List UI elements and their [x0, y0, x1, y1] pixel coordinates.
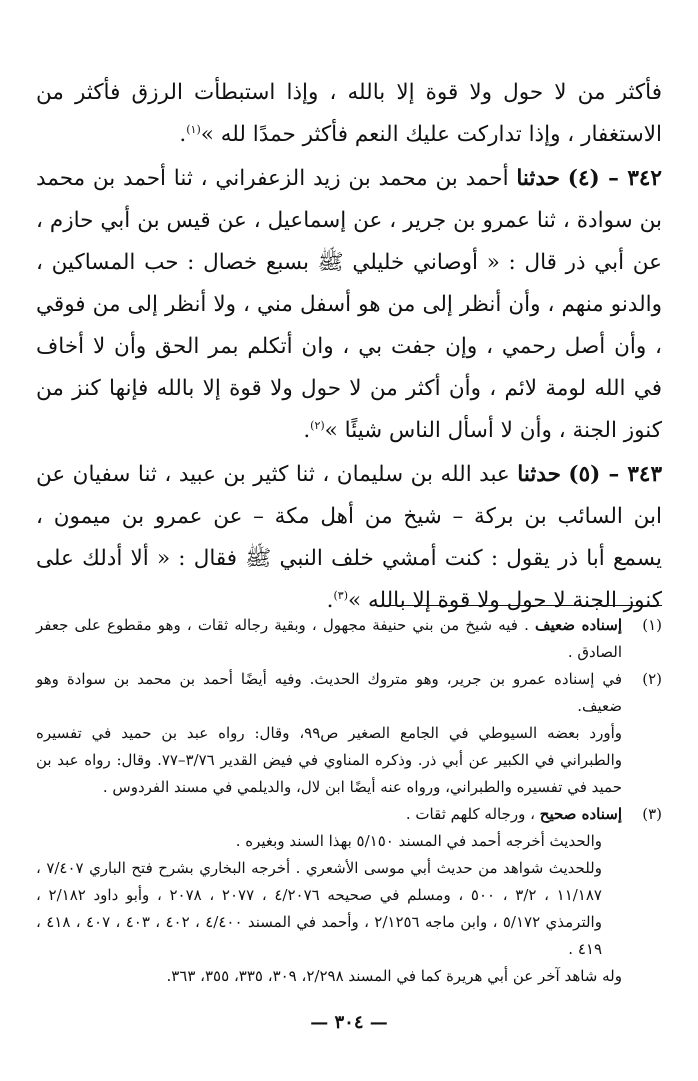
- footnote-divider: [386, 605, 662, 606]
- hadith-text: أحمد بن محمد بن زيد الزعفراني ، ثنا أحمد بن محمد بن سوادة ، ثنا عمرو بن جرير ، عن إسماعيل ، عن قيس بن أبي حازم ، عن أبي ذر قال : « أوصاني خليلي ﷺ بسبع خصال : حب المساكين ، والدنو منهم ، وأن أنظر إلى من هو أسفل مني ، ولا أنظر إلى من فوقي ، وأن أصل رحمي ، وإن جفت بي ، وان أتكلم بمر الحق وأن لا أخاف في الله لومة لائم ، وأن أكثر من لا حول ولا قوة إلا بالله فإنها كنز من كنوز الجنة ، وأن لا أسأل الناس شيئًا »: [36, 166, 662, 443]
- footnote-body: [36, 801, 622, 828]
- footnote-line: وله شاهد آخر عن أبي هريرة كما في المسند ٢/٢٩٨، ٣٠٩، ٣٣٥، ٣٥٥، ٣٦٣.: [166, 967, 622, 985]
- footnote-ref: (٢): [310, 418, 325, 432]
- main-text: [36, 72, 662, 622]
- hadith-343: [36, 454, 662, 622]
- footnote-line: وأورد بعضه السيوطي في الجامع الصغير ص٩٩، وقال: رواه عبد بن حميد في تفسيره والطبراني في الكبير عن أبي ذر. وذكره المناوي في فيض القدير ٣/٧٦–٧٧. وقال: رواه عبد بن حميد في تفسيره والطبراني، ورواه عنه أيضًا ابن لال، والديلمي في مسند الفردوس .: [36, 724, 623, 796]
- footnote-text: ، ورجاله كلهم ثقات .: [405, 805, 535, 823]
- footnote-body: [36, 612, 622, 666]
- hadith-number: ٣٤٢ – (٤): [567, 166, 662, 191]
- hadith-text: عبد الله بن سليمان ، ثنا كثير بن عبيد ، ثنا سفيان عن ابن السائب بن بركة – شيخ من أهل مكة – عن عمرو بن ميمون ، يسمع أبا ذر يقول : كنت أمشي خلف النبي ﷺ فقال : « ألا أدلك على كنوز الجنة لا حول ولا قوة إلا بالله »: [36, 462, 662, 613]
- footnote-lead: إسناده صحيح: [539, 805, 622, 823]
- footnote-line: وللحديث شواهد من حديث أبي موسى الأشعري . أخرجه البخاري بشرح فتح الباري ٧/٤٠٧ ، ١١/١٨٧ ، ٣/٢ ، ٥٠٠ ، ومسلم في صحيحه ٤/٢٠٧٦ ، ٢٠٧٧ ، ٢٠٧٨ ، وأبو داود ٢/١٨٢ ، والترمذي ٥/١٧٢ ، وابن ماجه ٢/١٢٥٦ ، وأحمد في المسند ٤/٤٠٠ ، ٤٠٢ ، ٤٠٣ ، ٤٠٧ ، ٤١٨ ، ٤١٩ .: [36, 859, 602, 958]
- hadith-lead: حدثنا: [516, 166, 560, 191]
- paragraph-text: فأكثر من لا حول ولا قوة إلا بالله ، وإذا استبطأت الرزق فأكثر من الاستغفار ، وإذا تداركت عليك النعم فأكثر حمدًا لله »: [36, 80, 662, 147]
- footnote-3: [36, 801, 662, 828]
- footnote-ref: (٣): [333, 588, 348, 602]
- hadith-number: ٣٤٣ – (٥): [568, 462, 662, 487]
- footnote-line: والحديث أخرجه أحمد في المسند ٥/١٥٠ بهذا السند وبغيره .: [235, 832, 602, 850]
- paragraph-1: [36, 72, 662, 156]
- footnote-number: (٣): [642, 805, 662, 823]
- hadith-342: [36, 158, 662, 452]
- footnote-line: في إسناده عمرو بن جرير، وهو متروك الحديث. وفيه أيضًا أحمد بن محمد بن سوادة وهو ضعيف.: [36, 670, 622, 715]
- paragraph-end: .: [326, 588, 334, 613]
- page-number: — ٣٠٤ —: [310, 1012, 388, 1033]
- footnote-text: . فيه شيخ من بني حنيفة مجهول ، وبقية رجاله ثقات ، وهو مقطوع على جعفر الصادق .: [36, 616, 622, 661]
- hadith-lead: حدثنا: [517, 462, 561, 487]
- footnote-1: [36, 612, 662, 666]
- paragraph-end: .: [303, 418, 311, 443]
- footnote-2: [36, 666, 662, 720]
- footnotes: [36, 612, 662, 990]
- footnote-number: (٢): [642, 670, 662, 688]
- footnote-ref: (١): [186, 122, 201, 136]
- footnote-2-continuation: [36, 720, 662, 801]
- footnote-body: [36, 666, 622, 720]
- footnote-number: (١): [642, 616, 662, 634]
- paragraph-end: .: [179, 122, 187, 147]
- footnote-lead: إسناده ضعيف: [535, 616, 622, 634]
- footnote-3-continuation: [36, 828, 662, 990]
